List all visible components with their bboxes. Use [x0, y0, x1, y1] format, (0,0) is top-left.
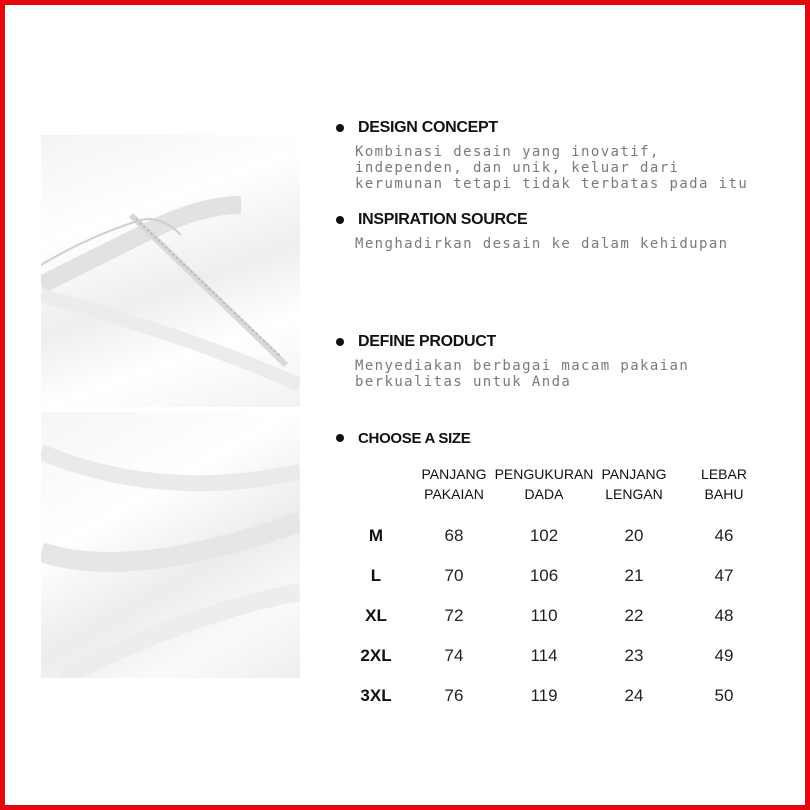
lebar-bahu-value: 46 — [714, 526, 734, 545]
fabric-collar-photo — [41, 135, 300, 407]
size-label: 3XL — [360, 686, 392, 705]
bullet-icon — [336, 124, 344, 132]
design-concept-text: Kombinasi desain yang inovatif, independen, dan unik, keluar dari kerumunan tetapi tidak terbatas pada itu — [355, 144, 749, 192]
panjang-pakaian-value: 68 — [444, 526, 464, 545]
size-label: M — [368, 526, 384, 545]
panjang-lengan-value: 24 — [624, 686, 644, 705]
inspiration-source-title: INSPIRATION SOURCE — [358, 211, 528, 228]
panjang-lengan-value: 23 — [624, 646, 644, 665]
inspiration-source-text: Menghadirkan desain ke dalam kehidupan — [355, 236, 729, 252]
size-label: 2XL — [360, 646, 392, 665]
pengukuran-dada-value: 119 — [530, 686, 558, 705]
panjang-lengan-value: 21 — [624, 566, 644, 585]
column-header-panjang-pakaian: PANJANG PAKAIAN — [421, 466, 487, 502]
table-row — [336, 564, 786, 588]
pengukuran-dada-value: 110 — [530, 606, 558, 625]
size-label: L — [370, 566, 382, 585]
define-product-section — [336, 332, 786, 390]
size-label: XL — [365, 606, 387, 625]
lebar-bahu-value: 48 — [714, 606, 734, 625]
column-header-panjang-lengan: PANJANG LENGAN — [601, 466, 667, 502]
bullet-icon — [336, 216, 344, 224]
panjang-pakaian-value: 70 — [444, 566, 464, 585]
choose-size-section — [336, 428, 786, 448]
table-row — [336, 644, 786, 668]
design-concept-section — [336, 118, 786, 192]
design-concept-heading — [336, 118, 786, 138]
pengukuran-dada-value: 114 — [530, 646, 558, 665]
column-header-pengukuran-dada: PENGUKURAN DADA — [494, 466, 594, 502]
column-header-lebar-bahu: LEBAR BAHU — [701, 466, 747, 502]
lebar-bahu-value: 47 — [714, 566, 734, 585]
bullet-icon — [336, 338, 344, 346]
panjang-pakaian-value: 72 — [444, 606, 464, 625]
size-table-header — [336, 460, 786, 510]
design-concept-title: DESIGN CONCEPT — [358, 119, 498, 136]
panjang-pakaian-value: 74 — [444, 646, 464, 665]
panjang-lengan-value: 22 — [624, 606, 644, 625]
inspiration-source-section — [336, 210, 786, 252]
table-row — [336, 684, 786, 708]
define-product-heading — [336, 332, 786, 352]
panjang-lengan-value: 20 — [624, 526, 644, 545]
fabric-collar-illustration — [41, 135, 300, 407]
table-row — [336, 604, 786, 628]
pengukuran-dada-value: 106 — [529, 566, 559, 585]
choose-size-title: CHOOSE A SIZE — [358, 429, 471, 447]
panjang-pakaian-value: 76 — [444, 686, 464, 705]
inspiration-source-heading — [336, 210, 786, 230]
pengukuran-dada-value: 102 — [529, 526, 559, 545]
lebar-bahu-value: 50 — [714, 686, 734, 705]
table-row — [336, 524, 786, 548]
define-product-title: DEFINE PRODUCT — [358, 333, 497, 350]
bullet-icon — [336, 434, 344, 442]
fabric-texture-photo — [41, 412, 300, 678]
define-product-text: Menyediakan berbagai macam pakaian berkualitas untuk Anda — [355, 358, 690, 390]
fabric-folds-illustration — [41, 412, 300, 678]
choose-size-heading — [336, 428, 786, 448]
lebar-bahu-value: 49 — [714, 646, 734, 665]
